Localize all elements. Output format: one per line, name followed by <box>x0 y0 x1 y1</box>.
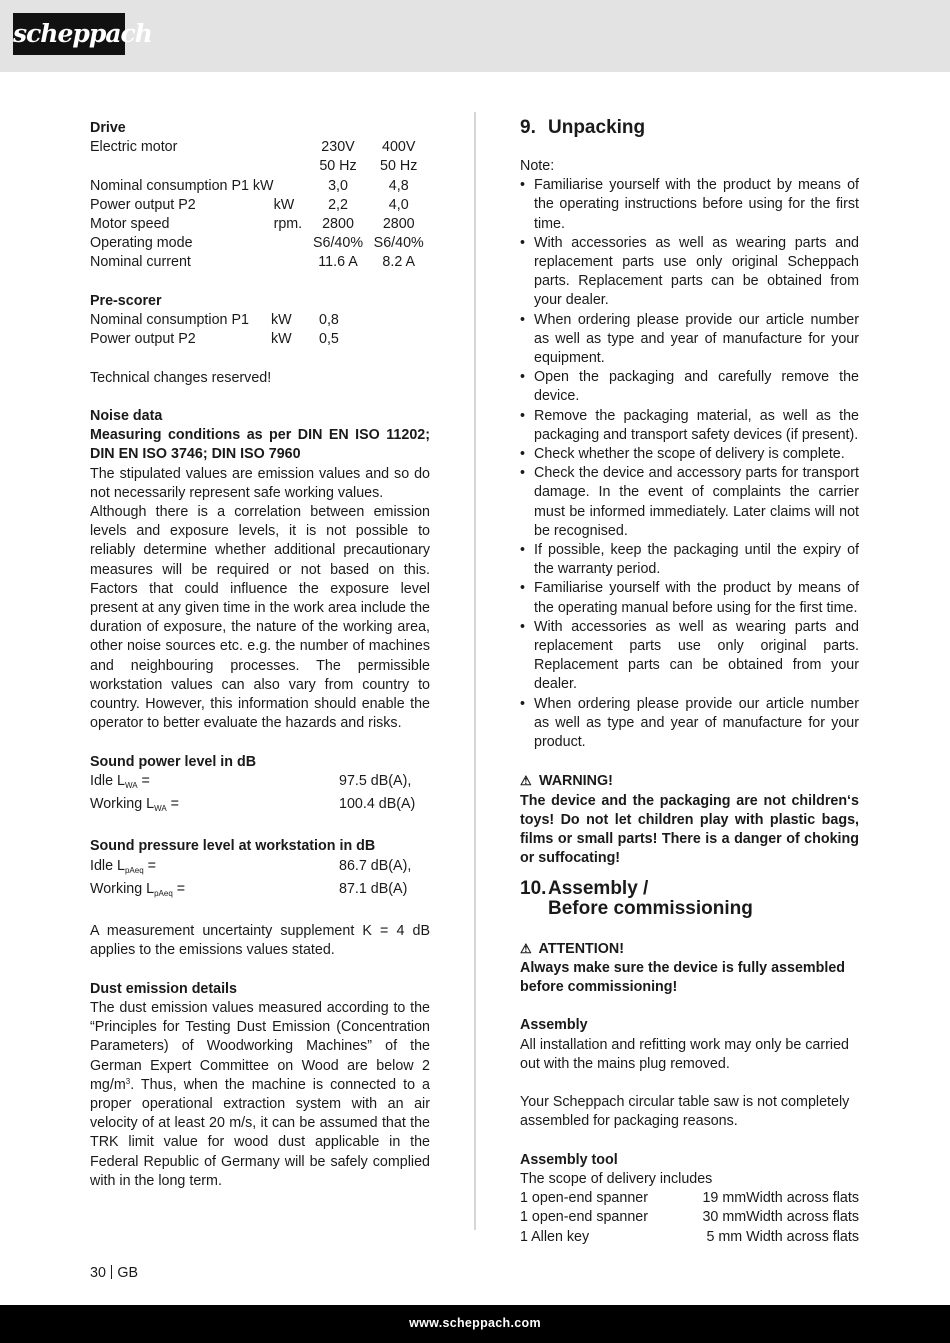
tool-spec: 5 mm Width across flats <box>706 1228 859 1245</box>
warning-label: ⚠ WARNING! <box>520 773 613 790</box>
assembly-section-title: 10.Assembly / Before commissioning <box>520 877 753 919</box>
drive-cell: Electric motor <box>90 139 178 156</box>
assembly-paragraph-2: Your Scheppach circular table saw is not completely assembled for packaging reasons. <box>520 1094 850 1130</box>
assembly-tool-list <box>520 1189 859 1247</box>
drive-cell <box>274 138 309 157</box>
drive-cell <box>274 253 309 272</box>
assembly-heading: Assembly <box>520 1017 588 1034</box>
drive-cell: S6/40% <box>373 235 424 252</box>
drive-cell: 2,2 <box>328 196 348 213</box>
sound-pressure-working-value: 87.1 dB(A) <box>339 880 408 897</box>
unpacking-list <box>520 176 859 752</box>
sound-power-working-value: 100.4 dB(A) <box>339 796 416 813</box>
list-item: • Open the packaging and carefully remove the device. <box>520 368 859 406</box>
drive-cell: 11.6 A <box>318 254 358 271</box>
note-label: Note: <box>520 158 555 174</box>
list-item: • Check whether the scope of delivery is complete. <box>520 445 859 464</box>
right-column <box>520 119 859 1247</box>
scheppach-logo: scheppach <box>13 13 125 55</box>
warning-text: The device and the packaging are not children‘s toys! Do not let children play with plastic bags, films or small parts! There is a danger of choking or suffocating! <box>520 792 859 867</box>
drive-row <box>90 177 430 196</box>
drive-cell: Motor speed <box>90 216 170 233</box>
warning-icon: ⚠ <box>520 773 532 789</box>
drive-cell: Operating mode <box>90 235 193 252</box>
sound-pressure-heading: Sound pressure level at workstation in dB <box>90 838 376 855</box>
page-number: 30 <box>90 1265 106 1281</box>
drive-cell: Nominal current <box>90 254 191 271</box>
noise-paragraph-1: The stipulated values are emission values and so do not necessarily represent safe working values. <box>90 465 430 501</box>
drive-cell: kW <box>273 196 295 213</box>
list-item: • When ordering please provide our article number as well as type and year of manufacture for your product. <box>520 695 859 753</box>
prescorer-cell: 0,5 <box>319 331 339 348</box>
list-item: • If possible, keep the packaging until the expiry of the warranty period. <box>520 541 859 579</box>
left-column <box>90 119 430 1191</box>
prescorer-cell: Power output P2 <box>90 331 196 348</box>
attention-label: ⚠ ATTENTION! <box>520 940 624 957</box>
list-item: • With accessories as well as wearing parts and replacement parts use only original parts. Replacement parts can be obtained from your dealer. <box>520 618 859 695</box>
drive-cell: 50 Hz <box>380 158 418 175</box>
uncertainty-note: A measurement uncertainty supplement K = 4 dB applies to the emissions values stated. <box>90 923 430 959</box>
drive-cell: 4,8 <box>388 177 409 194</box>
prescorer-cell: kW <box>271 331 292 348</box>
drive-cell: S6/40% <box>312 235 364 252</box>
prescorer-row <box>90 330 359 349</box>
drive-cell: 2800 <box>322 216 354 233</box>
list-item: • Familiarise yourself with the product by means of the operating manual before using for the first time. <box>520 579 859 617</box>
footer-bar <box>0 1305 950 1343</box>
noise-conditions: Measuring conditions as per DIN EN ISO 11202; DIN EN ISO 3746; DIN ISO 7960 <box>90 427 430 463</box>
list-item: • Familiarise yourself with the product by means of the operating instructions before using for the first time. <box>520 176 859 234</box>
sound-pressure-idle-row: Idle $L_{pAeq}$ = 86.7 dB(A), <box>90 857 430 880</box>
drive-cell: 400V <box>382 139 416 156</box>
sound-power-working-row: Working $L_{WA}$ = 100.4 dB(A) <box>90 795 430 818</box>
tool-spec: 30 mmWidth across flats <box>702 1209 859 1226</box>
attention-icon: ⚠ <box>520 940 532 956</box>
noise-paragraph-2: Although there is a correlation between emission levels and exposure levels, it is not possible to reliably determine whether additional precautionary measures will be required or not based on this. Factors that could influence the exposure level present at any given time in the work area include the duration of exposure, the nature of the working area, other noise sources etc. e.g. the number of machines and neighbouring processes. The permissible workstation values can also vary from country to country. However, this information should enable the operator to better evaluate the hazards and risks. <box>90 504 430 732</box>
tool-row <box>520 1228 859 1247</box>
assembly-tool-intro: The scope of delivery includes <box>520 1170 713 1187</box>
drive-heading: Drive <box>90 120 126 136</box>
drive-table <box>90 138 430 272</box>
list-item: • Remove the packaging material, as well as the packaging and transport safety devices (if present). <box>520 407 859 445</box>
drive-row <box>90 196 430 215</box>
prescorer-table <box>90 311 359 349</box>
attention-text: Always make sure the device is fully assembled before commissioning! <box>520 959 846 995</box>
tool-row <box>520 1208 859 1227</box>
assembly-tool-heading: Assembly tool <box>520 1151 618 1168</box>
sound-pressure-working-row: Working $L_{pAeq}$ = 87.1 dB(A) <box>90 880 430 903</box>
website-link[interactable]: www.scheppach.com <box>409 1316 541 1330</box>
drive-row <box>90 157 430 176</box>
drive-row <box>90 253 430 272</box>
drive-row <box>90 234 430 253</box>
dust-paragraph: The dust emission values measured according to the “Principles for Testing Dust Emission (Concentration Parameters) of Woodworking Machines” of the German Expert Committee on Wood are below 2 $mg/m^3$. Thus, when the machine is connected to a proper operational extraction system with an air velocity of at least 20 m/s, it can be assumed that the TRK limit value for wood dust applicable in the Federal Republic of Germany will be safely complied with in the long term. <box>90 1000 430 1189</box>
unpacking-title: 9. Unpacking <box>520 117 646 138</box>
drive-cell <box>90 157 274 176</box>
drive-cell: 8.2 A <box>382 254 416 271</box>
sound-pressure-idle-value: 86.7 dB(A), <box>339 857 412 874</box>
tool-name: 1 Allen key <box>520 1228 590 1245</box>
list-item: • Check the device and accessory parts for transport damage. In the event of complaints the carrier must be informed immediately. Later claims will not be recognised. <box>520 464 859 541</box>
sound-power-idle-value: 97.5 dB(A), <box>339 772 412 789</box>
drive-cell: 3,0 <box>328 177 348 194</box>
prescorer-cell: Nominal consumption P1 <box>90 312 249 329</box>
list-item: • With accessories as well as wearing parts and replacement parts use only original Scheppach parts. Replacement parts can be obtained from your dealer. <box>520 234 859 311</box>
tool-name: 1 open-end spanner <box>520 1190 648 1207</box>
tool-spec: 19 mmWidth across flats <box>702 1190 859 1207</box>
column-divider <box>474 112 476 1230</box>
sound-power-heading: Sound power level in dB <box>90 753 257 770</box>
drive-row <box>90 138 430 157</box>
prescorer-heading: Pre-scorer <box>90 292 162 309</box>
drive-cell: 230V <box>321 139 355 156</box>
tool-name: 1 open-end spanner <box>520 1209 648 1226</box>
technical-changes-note: Technical changes reserved! <box>90 369 272 386</box>
prescorer-cell: 0,8 <box>319 312 339 329</box>
drive-cell <box>274 234 309 253</box>
page-footer-number <box>90 1265 138 1281</box>
drive-cell: 50 Hz <box>319 158 357 175</box>
prescorer-row <box>90 311 359 330</box>
drive-cell: 4,0 <box>388 196 409 213</box>
page-language: GB <box>117 1265 139 1281</box>
drive-cell: Power output P2 <box>90 196 196 213</box>
assembly-paragraph-1: All installation and refitting work may only be carried out with the mains plug removed. <box>520 1036 849 1072</box>
sound-power-idle-row: Idle $L_{WA}$ = 97.5 dB(A), <box>90 772 430 795</box>
drive-cell: 2800 <box>382 216 415 233</box>
header-bar <box>0 0 950 72</box>
list-item: • When ordering please provide our article number as well as type and year of manufacture for your equipment. <box>520 311 859 369</box>
drive-cell <box>274 177 309 196</box>
dust-heading: Dust emission details <box>90 980 237 997</box>
prescorer-cell: kW <box>271 312 292 329</box>
tool-row <box>520 1189 859 1208</box>
noise-heading: Noise data <box>90 408 163 424</box>
drive-row <box>90 215 430 234</box>
drive-cell: rpm. <box>273 216 303 233</box>
drive-cell <box>274 157 309 176</box>
drive-cell: Nominal consumption P1 kW <box>90 177 274 194</box>
